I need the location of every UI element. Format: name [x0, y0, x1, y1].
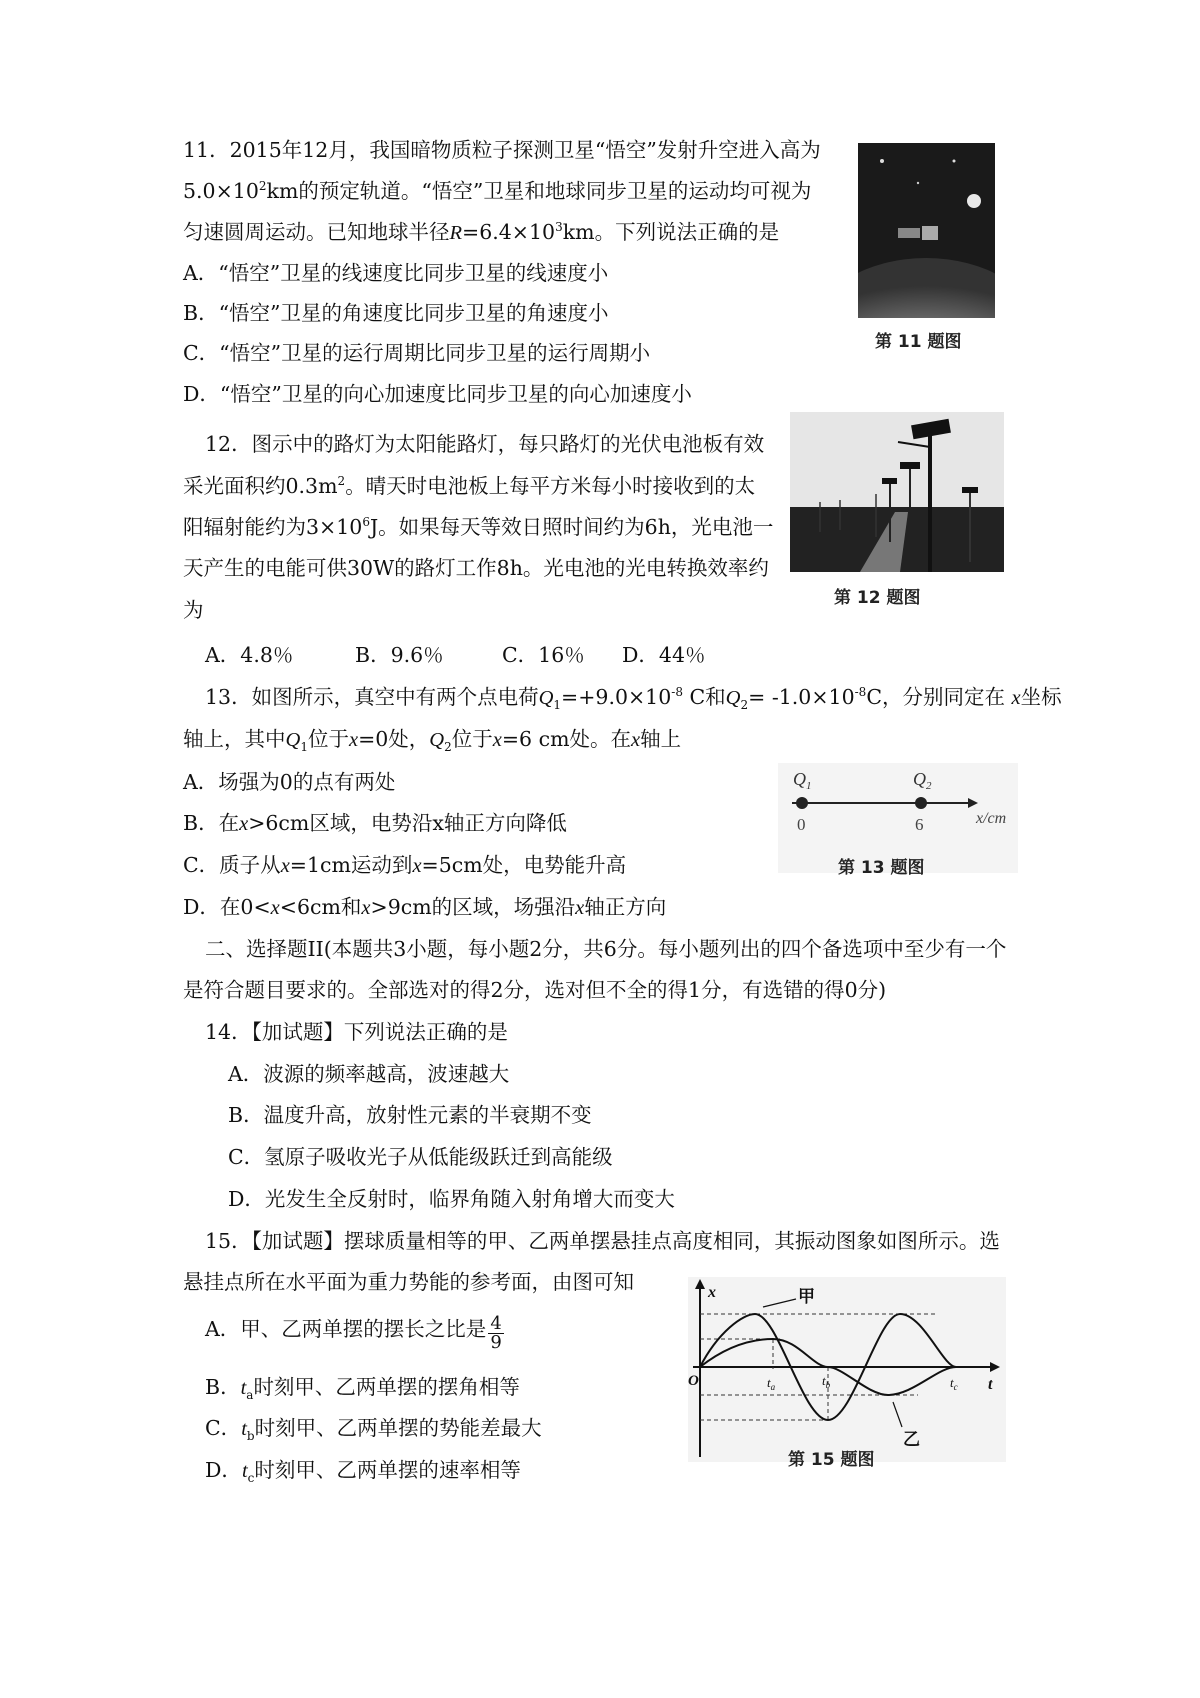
q12-option-b: B．9.6％ [355, 643, 444, 667]
text: >6cm区域，电势沿x轴正方向降低 [248, 811, 567, 835]
text: =6 cm处。在 [501, 727, 632, 751]
q12-option-a: A．4.8％ [205, 643, 294, 667]
q15-figure-caption: 第 15 题图 [788, 1450, 875, 1470]
axis-label-x-cm: x/cm [976, 810, 1007, 827]
text: =5cm处，电势能升高 [421, 853, 627, 877]
q12-options [205, 645, 706, 666]
subscript: 2 [740, 698, 749, 713]
section2-heading-line2: 是符合题目要求的。全部选对的得2分，选对但不全的得1分，有选错的得0分) [183, 978, 887, 1002]
label-x: x [708, 1284, 716, 1301]
text: 13．如图所示，真空中有两个点电荷 [205, 685, 539, 709]
variable: R [449, 222, 463, 244]
q13-option-a: A．场强为0的点有两处 [183, 770, 396, 794]
q14-stem: 14．【加试题】下列说法正确的是 [205, 1020, 508, 1044]
text: 匀速圆周运动。已知地球半径 [183, 220, 450, 244]
subscript: b [825, 1380, 831, 1390]
q12-stem-line5: 为 [183, 598, 204, 622]
q11-option-c: C．“悟空”卫星的运行周期比同步卫星的运行周期小 [183, 341, 651, 365]
q11-stem-line3 [183, 222, 779, 244]
text: C．质子从 [183, 853, 281, 877]
subscript: 1 [806, 780, 812, 792]
variable: x [631, 729, 641, 751]
variable: x [412, 855, 422, 877]
q12-stem-line2 [183, 476, 755, 497]
text: A．甲、乙两单摆的摆长之比是 [205, 1317, 487, 1341]
q13-option-b [183, 813, 567, 835]
text: B．在 [183, 811, 240, 835]
subscript: 1 [553, 698, 562, 713]
subscript: 2 [926, 780, 932, 792]
text: D． [205, 1458, 242, 1482]
fraction-numerator: 4 [490, 1313, 502, 1334]
q11-figure-caption: 第 11 题图 [875, 332, 962, 352]
text: 时刻甲、乙两单摆的速率相等 [254, 1458, 521, 1482]
text: C． [205, 1416, 242, 1440]
q11-stem-line2 [183, 181, 811, 202]
q11-option-a: A．“悟空”卫星的线速度比同步卫星的线速度小 [183, 261, 609, 285]
variable: Q [725, 687, 741, 709]
q15-oscillation-figure [688, 1277, 1006, 1462]
q12-figure-caption: 第 12 题图 [834, 588, 921, 608]
fraction-denominator: 9 [490, 1332, 502, 1353]
subscript: c [953, 1382, 958, 1392]
text: t [822, 1373, 826, 1388]
subscript: b [246, 1429, 255, 1444]
subscript: 1 [300, 740, 308, 755]
q13-figure-caption: 第 13 题图 [838, 858, 925, 878]
subscript: a [246, 1388, 254, 1403]
text: D．在0< [183, 895, 271, 919]
text: Q [913, 769, 926, 789]
text: B． [205, 1375, 241, 1399]
subscript: 2 [444, 740, 452, 755]
variable: x [575, 897, 585, 919]
text: =6.4×10 [462, 220, 556, 244]
section2-heading-line1: 二、选择题II(本题共3小题，每小题2分，共6分。每小题列出的四个备选项中至少有一个 [205, 937, 1007, 961]
superscript: 2 [258, 179, 267, 194]
text: 轴正方向 [584, 895, 667, 919]
q15-option-a [205, 1315, 504, 1352]
text: 5.0×10 [183, 179, 259, 203]
label-origin: O [688, 1373, 699, 1389]
q15-option-c [205, 1416, 542, 1444]
text: J。如果每天等效日照时间约为6h，光电池一 [369, 515, 774, 539]
q13-option-d [183, 897, 666, 919]
text: 位于 [307, 727, 349, 751]
text: 轴上，其中 [183, 727, 286, 751]
tick-label-0: 0 [797, 815, 806, 834]
q13-stem-line1 [205, 685, 1062, 713]
q11-option-d: D．“悟空”卫星的向心加速度比同步卫星的向心加速度小 [183, 382, 692, 406]
q15-stem-line1: 15．【加试题】摆球质量相等的甲、乙两单摆悬挂点高度相同，其振动图象如图所示。选 [205, 1229, 1000, 1253]
text: 阳辐射能约为3×10 [183, 515, 363, 539]
q14-option-a: A．波源的频率越高，波速越大 [228, 1062, 510, 1086]
superscript: 6 [362, 515, 370, 530]
variable: x [1011, 687, 1021, 709]
charge-q1-dot [796, 797, 808, 809]
q12-street-light-figure [790, 412, 1004, 572]
variable: Q [285, 729, 301, 751]
superscript: 3 [555, 220, 563, 235]
superscript: -8 [671, 685, 683, 700]
q11-option-b: B．“悟空”卫星的角速度比同步卫星的角速度小 [183, 301, 609, 325]
variable: t [240, 1377, 247, 1399]
text: t [767, 1375, 771, 1390]
text: =+9.0×10 [561, 685, 672, 709]
text: C，分别同定在 [866, 685, 1005, 709]
q15-option-d [205, 1458, 521, 1486]
variable: x [280, 855, 290, 877]
q12-option-d: D．44％ [622, 643, 706, 667]
label-yi: 乙 [903, 1430, 920, 1450]
q14-option-c: C．氢原子吸收光子从低能级跃迁到高能级 [228, 1145, 613, 1169]
q11-stem-line1: 11．2015年12月，我国暗物质粒子探测卫星“悟空”发射升空进入高为 [183, 138, 821, 162]
text: 坐标 [1020, 685, 1062, 709]
q14-option-d: D．光发生全反射时，临界角随入射角增大而变大 [228, 1187, 675, 1211]
q12-stem-line4: 天产生的电能可供30W的路灯工作8h。光电池的光电转换效率约 [183, 556, 769, 580]
q13-stem-line2 [183, 727, 682, 755]
q12-stem-line1: 12．图示中的路灯为太阳能路灯，每只路灯的光伏电池板有效 [205, 432, 765, 456]
label-jia: 甲 [798, 1287, 815, 1307]
text: 轴上 [640, 727, 682, 751]
label-t: t [988, 1376, 993, 1393]
text: 位于 [451, 727, 493, 751]
fraction-4-9 [488, 1315, 503, 1352]
text: =1cm运动到 [289, 853, 413, 877]
text: km的预定轨道。“悟空”卫星和地球同步卫星的运动均可视为 [266, 179, 812, 203]
variable: Q [538, 687, 554, 709]
variable: x [361, 897, 371, 919]
superscript: -8 [854, 685, 867, 700]
variable: Q [429, 729, 445, 751]
variable: x [239, 813, 249, 835]
text: 采光面积约0.3m [183, 474, 338, 498]
text: t [950, 1375, 954, 1390]
q11-satellite-figure [858, 143, 995, 318]
q12-option-c: C．16％ [502, 643, 585, 667]
q12-stem-line3 [183, 517, 773, 538]
variable: x [270, 897, 280, 919]
superscript: 2 [337, 474, 346, 489]
text: C和 [682, 685, 726, 709]
text: 。晴天时电池板上每平方米每小时接收到的太 [345, 474, 756, 498]
variable: x [492, 729, 502, 751]
q15-option-b [205, 1375, 520, 1403]
variable: x [348, 729, 359, 751]
text: >9cm的区域，场强沿 [370, 895, 576, 919]
q15-stem-line2: 悬挂点所在水平面为重力势能的参考面，由图可知 [183, 1270, 634, 1294]
text: km。下列说法正确的是 [562, 220, 780, 244]
subscript: a [770, 1382, 776, 1392]
tick-label-6: 6 [915, 815, 924, 834]
text: =0处， [358, 727, 430, 751]
text: <6cm和 [279, 895, 362, 919]
subscript: c [247, 1471, 255, 1486]
q13-option-c [183, 855, 626, 877]
variable: t [241, 1460, 248, 1482]
text: 时刻甲、乙两单摆的势能差最大 [254, 1416, 542, 1440]
variable: t [241, 1418, 247, 1440]
q14-option-b: B．温度升高，放射性元素的半衰期不变 [228, 1103, 592, 1127]
text: Q [793, 769, 806, 789]
text: 时刻甲、乙两单摆的摆角相等 [253, 1375, 520, 1399]
text: = -1.0×10 [748, 685, 855, 709]
charge-q2-dot [915, 797, 927, 809]
